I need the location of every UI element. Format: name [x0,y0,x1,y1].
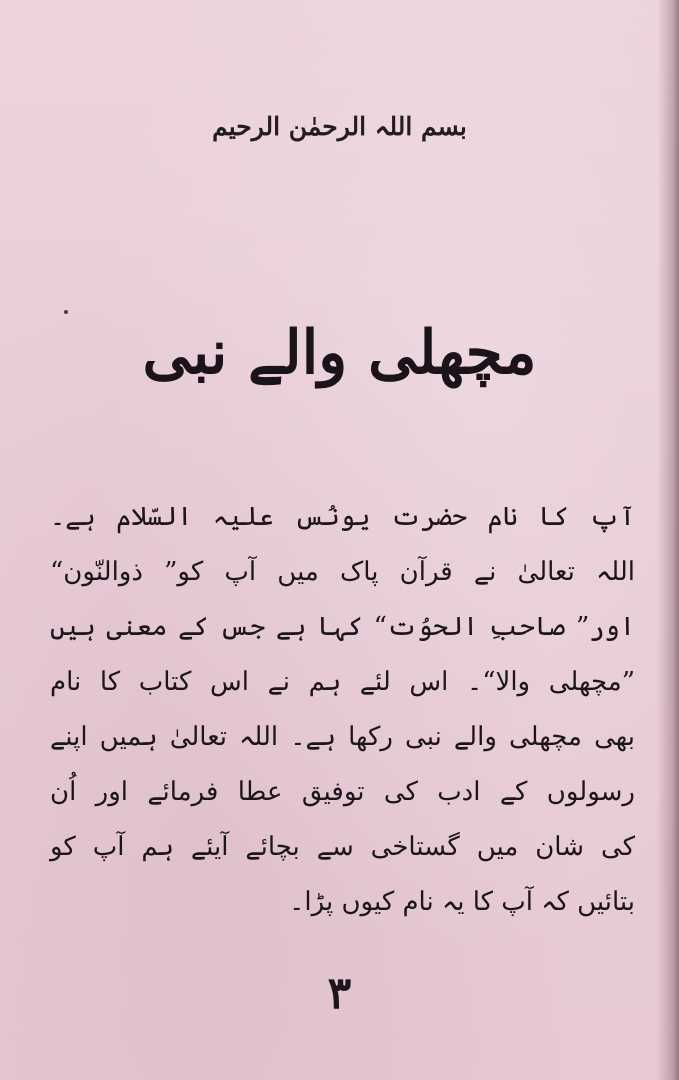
body-line: اللہ تعالیٰ نے قرآن پاک میں آپ کو” ذوالنّون“ [50,557,635,587]
body-line: آپ کا نام حضرت یونُس علیہ السّلام ہے۔ [50,502,635,532]
ink-speck [64,310,68,314]
bismillah-heading: بسم اللہ الرحمٰن الرحیم [212,112,467,141]
body-line: اور” صاحبِ الحوُت“ کہا ہے جس کے معنی ہیں [50,612,635,642]
body-line: کی شان میں گستاخی سے بچائے آیئے ہم آپ کو [50,832,635,862]
body-line: ”مچھلی والا“۔ اس لئے ہم نے اس کتاب کا نام [50,667,635,697]
body-line: رسولوں کے ادب کی توفیق عطا فرمائے اور اُن [50,777,635,807]
page-number: ۳ [327,968,352,1019]
chapter-title: مچھلی والے نبی [142,318,537,388]
body-paragraph [50,490,635,930]
body-line: بتائیں کہ آپ کا یہ نام کیوں پڑا۔ [289,887,635,917]
page-edge-shadow [657,0,679,1080]
body-line: بھی مچھلی والے نبی رکھا ہے۔ اللہ تعالیٰ ہمیں اپنے [50,722,635,752]
